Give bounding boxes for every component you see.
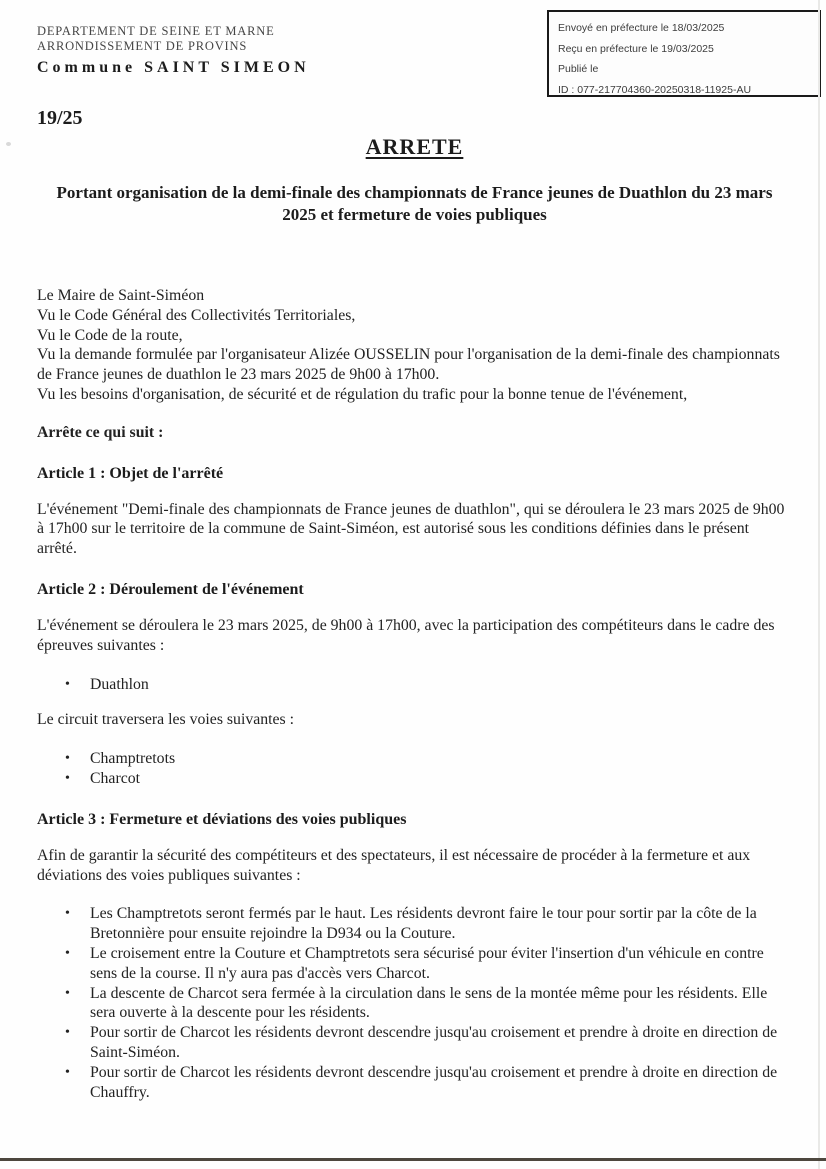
article-2-events-list bbox=[37, 675, 792, 695]
stamp-sent-line: Envoyé en préfecture le 18/03/2025 bbox=[558, 22, 725, 34]
preamble-line: Le Maire de Saint-Siméon bbox=[37, 287, 205, 304]
document-content bbox=[37, 0, 792, 1102]
article-3-body: Afin de garantir la sécurité des compétiteurs et des spectateurs, il est nécessaire de procéder à la fermeture et aux déviations des voies publiques suivantes : bbox=[37, 846, 751, 884]
list-item bbox=[37, 1063, 792, 1103]
preamble bbox=[37, 286, 792, 405]
bullet-icon: • bbox=[65, 1064, 70, 1080]
list-item-text: Champtretots bbox=[90, 750, 176, 768]
article-3-closures-list bbox=[37, 904, 792, 1102]
list-item bbox=[37, 904, 792, 944]
list-item-text: Charcot bbox=[90, 769, 141, 787]
bullet-icon: • bbox=[65, 985, 70, 1001]
article-1-body: L'événement "Demi-finale des championnats de France jeunes de duathlon", qui se déroulera le 23 mars 2025 de 9h00 à 17h00 sur le territoire de la commune de Saint-Siméon, est autorisé sous les conditions définies dans le présent arrêté. bbox=[37, 500, 785, 558]
list-item bbox=[37, 749, 792, 769]
list-item-text: Pour sortir de Charcot les résidents devront descendre jusqu'au croisement et prendre à droite en direction de Chauffry. bbox=[90, 1063, 778, 1101]
list-item-text: Duathlon bbox=[90, 675, 149, 693]
enacting-clause: Arrête ce qui suit : bbox=[37, 423, 164, 441]
letterhead bbox=[37, 24, 792, 78]
document-number: 19/25 bbox=[37, 107, 83, 129]
list-item bbox=[37, 944, 792, 984]
document-title-text: ARRETE bbox=[365, 134, 464, 159]
bullet-icon: • bbox=[65, 906, 70, 922]
stamp-published-line: Publié le bbox=[558, 63, 599, 75]
list-item bbox=[37, 675, 792, 695]
document-title bbox=[37, 134, 792, 160]
bullet-icon: • bbox=[65, 945, 70, 961]
article-2-roads-list bbox=[37, 749, 792, 789]
scan-bottom-bar bbox=[0, 1158, 826, 1161]
list-item-text: Le croisement entre la Couture et Champtretots sera sécurisé pour éviter l'insertion d'un véhicule en contre sens de la course. Il n'y aura pas d'accès vers Charcot. bbox=[90, 944, 764, 982]
list-item-text: Les Champtretots seront fermés par le haut. Les résidents devront faire le tour pour sortir par la côte de la Bretonnière pour ensuite rejoindre la D934 ou la Couture. bbox=[90, 905, 757, 943]
letterhead-district: ARRONDISSEMENT DE PROVINS bbox=[37, 39, 248, 53]
article-1-heading: Article 1 : Objet de l'arrêté bbox=[37, 464, 224, 482]
article-2-body: L'événement se déroulera le 23 mars 2025, de 9h00 à 17h00, avec la participation des compétiteurs dans le cadre des épreuves suivantes : bbox=[37, 616, 775, 654]
stamp-received-line: Reçu en préfecture le 19/03/2025 bbox=[558, 42, 714, 55]
list-item-text: Pour sortir de Charcot les résidents devront descendre jusqu'au croisement et prendre à droite en direction de Saint-Siméon. bbox=[90, 1024, 778, 1061]
preamble-line: Vu la demande formulée par l'organisateur Alizée OUSSELIN pour l'organisation de la demi-finale des championnats de France jeunes de duathlon le 23 mars 2025 de 9h00 à 17h00. bbox=[37, 346, 780, 384]
list-item bbox=[37, 984, 792, 1024]
list-item bbox=[37, 769, 792, 789]
letterhead-department: DEPARTEMENT DE SEINE ET MARNE bbox=[37, 24, 275, 38]
article-2-body2: Le circuit traversera les voies suivantes : bbox=[37, 711, 295, 729]
article-3-heading: Article 3 : Fermeture et déviations des voies publiques bbox=[37, 810, 407, 828]
list-item-text: La descente de Charcot sera fermée à la circulation dans le sens de la montée même pour les résidents. Elle sera ouverte à la descente pour les résidents. bbox=[90, 984, 768, 1022]
preamble-line: Vu le Code Général des Collectivités Territoriales, bbox=[37, 306, 356, 324]
letterhead-commune: Commune SAINT SIMEON bbox=[37, 59, 310, 76]
bullet-icon: • bbox=[65, 770, 70, 786]
article-2-heading: Article 2 : Déroulement de l'événement bbox=[37, 580, 304, 598]
stamp-id-line: ID : 077-217704360-20250318-11925-AU bbox=[558, 83, 752, 96]
bullet-icon: • bbox=[65, 676, 70, 692]
scan-speck-artifact bbox=[6, 142, 11, 146]
bullet-icon: • bbox=[65, 751, 70, 767]
preamble-line: Vu les besoins d'organisation, de sécurité et de régulation du trafic pour la bonne tenue de l'événement, bbox=[37, 385, 688, 403]
bullet-icon: • bbox=[65, 1025, 70, 1041]
preamble-line: Vu le Code de la route, bbox=[37, 326, 183, 344]
scan-edge-line bbox=[818, 0, 820, 1169]
document-subtitle: Portant organisation de la demi-finale des championnats de France jeunes de Duathlon du 23 mars 2025 et fermeture de voies publiques bbox=[56, 183, 773, 224]
list-item bbox=[37, 1023, 792, 1063]
